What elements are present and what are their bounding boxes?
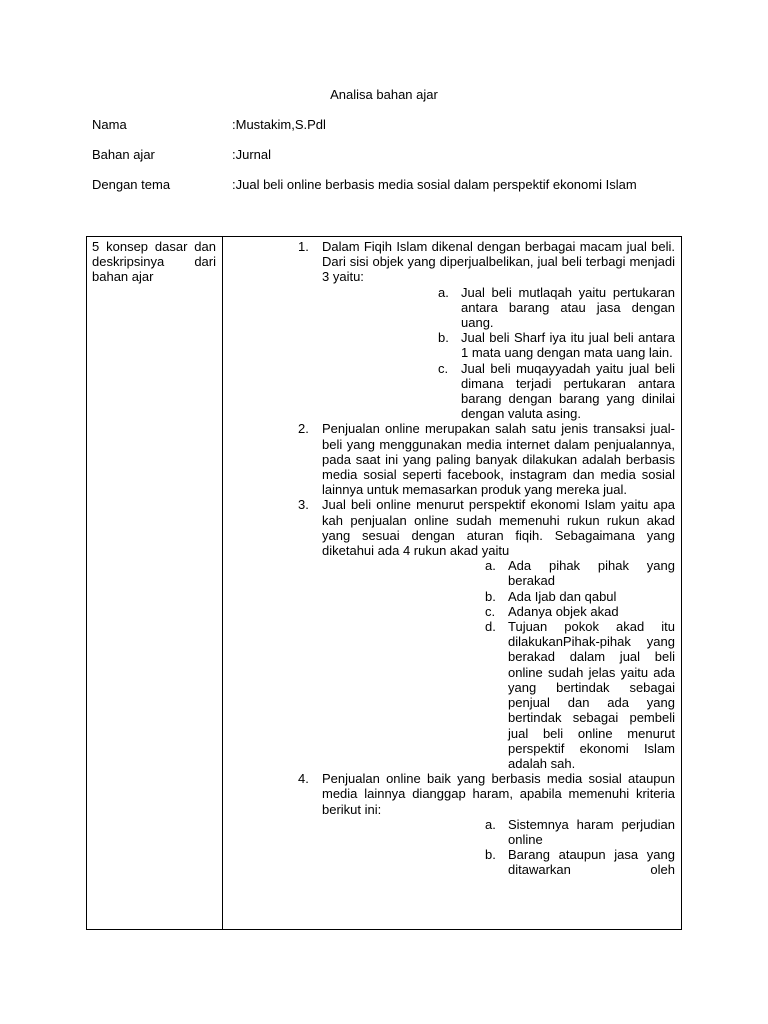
list-item — [228, 771, 675, 817]
item-text: Jual beli online menurut perspektif ekonomi Islam yaitu apa kah penjualan online sudah memenuhi rukun rukun akad yang sesuai dengan aturan fiqih. Sebagaimana yang diketahui ada 4 rukun akad yaitu — [322, 497, 675, 559]
sub-letter: c. — [438, 360, 449, 376]
sub-text: Adanya objek akad — [508, 603, 619, 619]
analysis-table — [86, 236, 682, 930]
sub-text: Jual beli Sharf iya itu jual beli antara 1 mata uang dengan mata uang lain. — [461, 330, 675, 361]
sub-letter: b. — [485, 588, 496, 604]
concept-label-cell: 5 konsep dasar dan deskripsinya dari bahan ajar — [87, 237, 223, 930]
sub-text: Sistemnya haram perjudian online — [508, 816, 675, 847]
item-text: Penjualan online baik yang berbasis media sosial ataupun media lainnya dianggap haram, apabila memenuhi kriteria berikut ini: — [322, 771, 675, 817]
sub-item — [485, 603, 675, 619]
item-number: 1. — [298, 239, 309, 254]
sub-item — [438, 360, 675, 422]
sub-item — [485, 558, 675, 589]
list-item — [228, 421, 675, 497]
sub-item — [438, 284, 675, 331]
meta-label: Nama — [92, 117, 127, 132]
meta-row-dengan-tema — [92, 177, 637, 192]
meta-row-bahan-ajar — [92, 147, 272, 162]
table-row — [87, 237, 682, 930]
meta-value: :Jurnal — [232, 147, 272, 162]
sub-letter: a. — [485, 558, 496, 574]
item-text: Penjualan online merupakan salah satu jenis transaksi jual-beli yang menggunakan media internet dalam penjualannya, pada saat ini yang paling banyak dilakukan adalah berbasis media sosial seperti facebook, instagram dan media sosial lainnya untuk memasarkan produk yang mereka jual. — [322, 421, 675, 498]
sub-item — [485, 588, 675, 604]
list-item — [228, 497, 675, 558]
meta-value: :Jual beli online berbasis media sosial dalam perspektif ekonomi Islam — [232, 177, 637, 192]
sub-item — [485, 619, 675, 771]
sub-letter: b. — [485, 847, 496, 863]
sub-text: Ada pihak pihak yang berakad — [508, 558, 675, 589]
list-item — [228, 239, 675, 285]
item-number: 4. — [298, 771, 309, 787]
sub-item — [438, 330, 675, 361]
sub-item — [485, 847, 675, 878]
sub-letter: a. — [485, 816, 496, 832]
item-number: 2. — [298, 421, 309, 437]
meta-value: :Mustakim,S.Pdl — [232, 117, 326, 132]
sub-text: Tujuan pokok akad itu dilakukanPihak-pihak yang berakad dalam jual beli online sudah jelas yaitu ada yang bertindak sebagai penjual dan ada yang bertindak sebagai pembeli jual beli online menurut perspektif ekonomi Islam adalah sah. — [508, 619, 675, 771]
sub-text: Jual beli mutlaqah yaitu pertukaran antara barang atau jasa dengan uang. — [461, 284, 675, 331]
meta-label: Bahan ajar — [92, 147, 155, 162]
meta-row-nama — [92, 117, 326, 132]
meta-label: Dengan tema — [92, 177, 171, 192]
item-text: Dalam Fiqih Islam dikenal dengan berbagai macam jual beli. Dari sisi objek yang diperjualbelikan, jual beli terbagi menjadi 3 yaitu: — [322, 239, 675, 285]
sub-text: Ada Ijab dan qabul — [508, 588, 617, 604]
sub-item — [485, 816, 675, 847]
page-title: Analisa bahan ajar — [330, 87, 438, 102]
sub-text: Jual beli muqayyadah yaitu jual beli dimana terjadi pertukaran antara barang dengan barang yang dinilai dengan valuta asing. — [461, 360, 675, 422]
description-cell — [223, 237, 682, 930]
sub-text: Barang ataupun jasa yang ditawarkan oleh — [508, 847, 675, 878]
sub-letter: d. — [485, 619, 496, 635]
sub-letter: b. — [438, 330, 449, 346]
sub-letter: a. — [438, 284, 449, 300]
item-number: 3. — [298, 497, 309, 513]
sub-letter: c. — [485, 603, 496, 619]
